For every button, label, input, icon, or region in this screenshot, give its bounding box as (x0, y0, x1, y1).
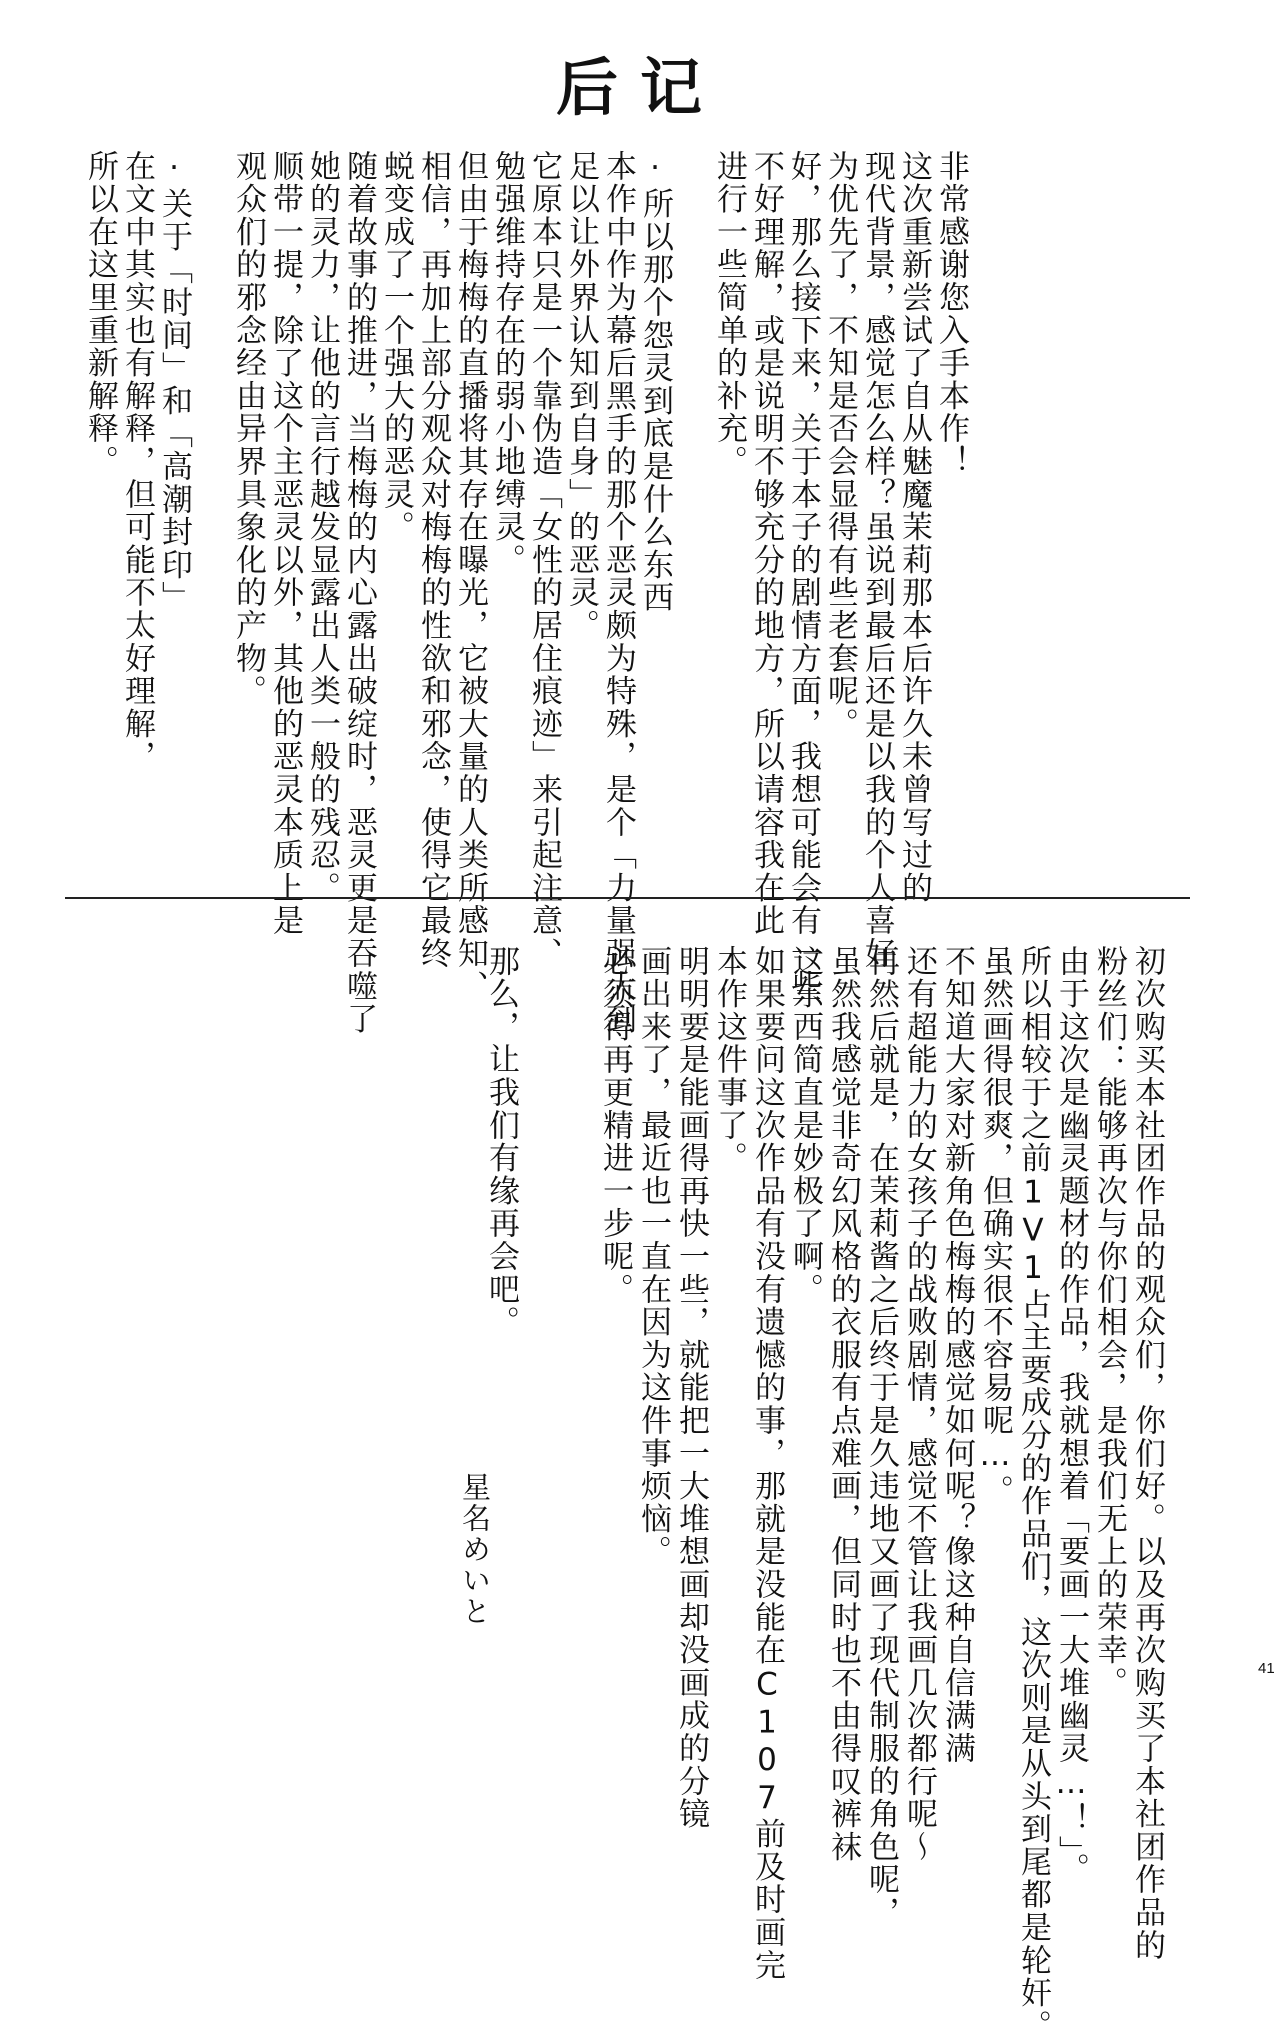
text-column: 勉强维持存在的弱小地缚灵。 (489, 150, 525, 577)
text-column: 为优先了，不知是否会显得有些老套呢。 (822, 150, 858, 741)
text-column: 由于这次是幽灵题材的作品，我就想着「要画一大堆幽灵…！」。 (1053, 945, 1089, 1886)
text-column: 必须得再更精进一步呢。 (597, 945, 633, 1306)
text-column: 不知道大家对新角色梅梅的感觉如何呢？像这种自信满满 (939, 945, 975, 1765)
section-divider (65, 897, 1190, 899)
text-column: 再然后就是，在茉莉酱之后终于是久违地又画了现代制服的角色呢， (863, 945, 899, 1929)
text-column: 所以在这里重新解释。 (82, 150, 118, 478)
text-column: 非常感谢您入手本作！ (933, 150, 969, 478)
page-title: 后记 (555, 51, 724, 124)
text-column: 在文中其实也有解释，但可能不太好理解， (119, 150, 155, 774)
text-column: 进行一些简单的补充。 (711, 150, 747, 478)
text-column: 顺带一提，除了这个主恶灵以外，其他的恶灵本质上是 (267, 150, 303, 938)
text-column: ·所以那个怨灵到底是什么东西 (637, 150, 673, 615)
text-column: 还有超能力的女孩子的战败剧情，感觉不管让我画几次都行呢～ (901, 945, 937, 1864)
text-column: 随着故事的推进，当梅梅的内心露出破绽时，恶灵更是吞噬了 (341, 150, 377, 1036)
text-column: 本作中作为幕后黑手的那个恶灵颇为特殊，是个「力量强大到 (600, 150, 636, 1036)
text-column: 这东西简直是妙极了啊。 (787, 945, 823, 1306)
text-column: 虽然画得很爽，但确实很不容易呢…。 (977, 945, 1013, 1508)
text-column: 观众们的邪念经由异界具象化的产物。 (230, 150, 266, 708)
text-column: 明明要是能画得再快一些，就能把一大堆想画却没画成的分镜 (673, 945, 709, 1831)
text-column: 这次重新尝试了自从魅魔茉莉那本后许久未曾写过的 (896, 150, 932, 905)
text-column: 足以让外界认知到自身」的恶灵。 (563, 150, 599, 642)
text-column: 粉丝们：能够再次与你们相会，是我们无上的荣幸。 (1091, 945, 1127, 1700)
author-signature: 星名めいと (458, 1472, 492, 1627)
text-column: 但由于梅梅的直播将其存在曝光，它被大量的人类所感知、 (452, 150, 488, 1003)
text-column: 如果要问这次作品有没有遗憾的事，那就是没能在C107前及时画完 (749, 945, 785, 1982)
text-column: 现代背景，感觉怎么样？虽说到最后还是以我的个人喜好 (859, 150, 895, 970)
text-column: 那么，让我们有缘再会吧。 (483, 945, 519, 1339)
text-column: 画出来了，最近也一直在因为这件事烦恼。 (635, 945, 671, 1569)
text-column: 本作这件事了。 (711, 945, 747, 1175)
text-column: 它原本只是一个靠伪造「女性的居住痕迹」来引起注意、 (526, 150, 562, 970)
text-column: 所以相较于之前1V1占主要成分的作品们，这次则是从头到尾都是轮奸。 (1015, 945, 1051, 2042)
page-number: 41 (1258, 1660, 1275, 1677)
text-column: 她的灵力，让他的言行越发显露出人类一般的残忍。 (304, 150, 340, 905)
text-column: 不好理解，或是说明不够充分的地方，所以请容我在此 (748, 150, 784, 938)
text-column: 蜕变成了一个强大的恶灵。 (378, 150, 414, 544)
text-column: 初次购买本社团作品的观众们，你们好。以及再次购买了本社团作品的 (1129, 945, 1165, 1962)
text-column: 相信，再加上部分观众对梅梅的性欲和邪念，使得它最终 (415, 150, 451, 970)
text-column: 好，那么接下来，关于本子的剧情方面，我想可能会有一些 (785, 150, 821, 1003)
text-column: 虽然我感觉非奇幻风格的衣服有点难画，但同时也不由得叹裤袜 (825, 945, 861, 1864)
text-column: ·关于「时间」和「高潮封印」 (156, 150, 192, 615)
